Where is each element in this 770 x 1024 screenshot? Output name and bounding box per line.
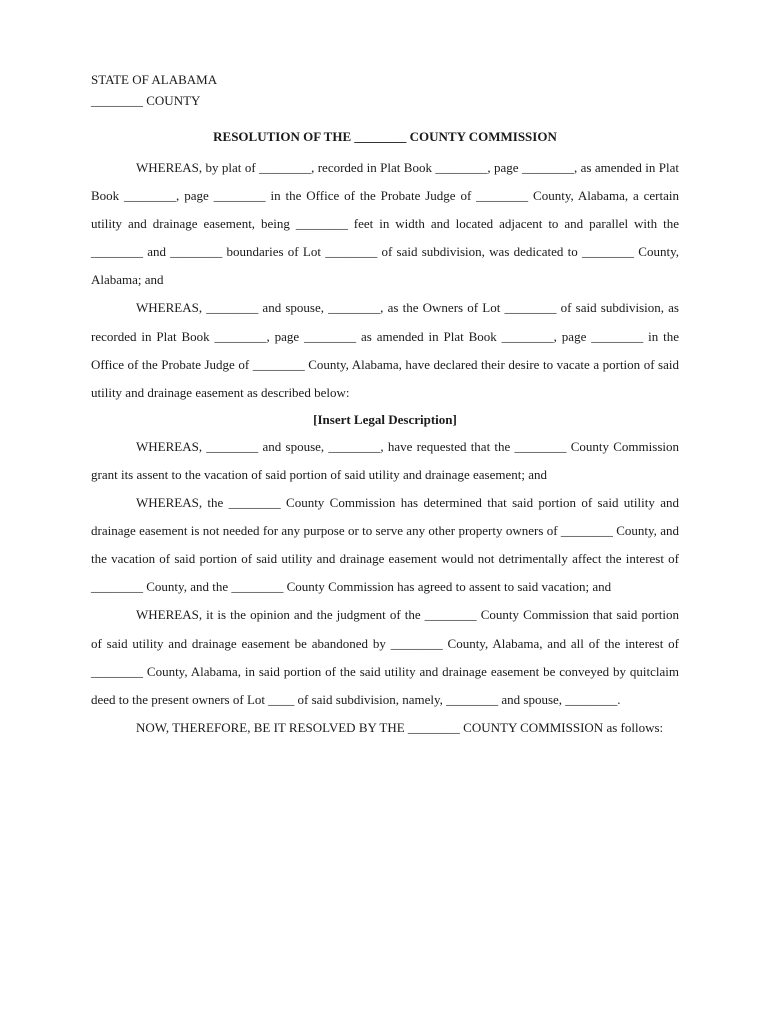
county-heading: ________ COUNTY bbox=[91, 93, 201, 108]
whereas-paragraph-owners: WHEREAS, ________ and spouse, ________, as the Owners of Lot ________ of said subdivision, as recorded in Plat Book ________, page ________ as amended in Plat Book ________, page ________ in the Office of the Probate Judge of ________ County, Alabama, have declared their desire to vacate a portion of said utility and drainage easement as described below: bbox=[91, 300, 679, 400]
whereas-paragraph-plat: WHEREAS, by plat of ________, recorded in Plat Book ________, page ________, as amended in Plat Book ________, page ________ in the Office of the Probate Judge of ________ County, Alabama, a certain utility and drainage easement, being ________ feet in width and located adjacent to and parallel with the ________ and ________ boundaries of Lot ________ of said subdivision, was dedicated to ________ County, Alabama; and bbox=[91, 160, 679, 288]
legal-description-placeholder: [Insert Legal Description] bbox=[313, 411, 457, 427]
resolved-paragraph: NOW, THEREFORE, BE IT RESOLVED BY THE ________ COUNTY COMMISSION as follows: bbox=[136, 719, 664, 735]
whereas-paragraph-request: WHEREAS, ________ and spouse, ________, have requested that the ________ County Commission grant its assent to the vacation of said portion of said utility and drainage easement; and bbox=[91, 438, 679, 482]
whereas-paragraph-determination: WHEREAS, the ________ County Commission has determined that said portion of said utility and drainage easement is not needed for any purpose or to serve any other property owners of ________ County, and the vacation of said portion of said utility and drainage easement would not detrimentally affect the interest of ________ County, and the ________ County Commission has agreed to assent to said vacation; and bbox=[91, 495, 679, 595]
resolution-title: RESOLUTION OF THE ________ COUNTY COMMISSION bbox=[213, 129, 557, 144]
document-body bbox=[91, 154, 679, 742]
whereas-paragraph-opinion: WHEREAS, it is the opinion and the judgment of the ________ County Commission that said portion of said utility and drainage easement be abandoned by ________ County, Alabama, and all of the interest of ________ County, Alabama, in said portion of the said utility and drainage easement be conveyed by quitclaim deed to the present owners of Lot ____ of said subdivision, namely, ________ and spouse, ________. bbox=[91, 607, 679, 707]
state-heading: STATE OF ALABAMA bbox=[91, 72, 218, 87]
